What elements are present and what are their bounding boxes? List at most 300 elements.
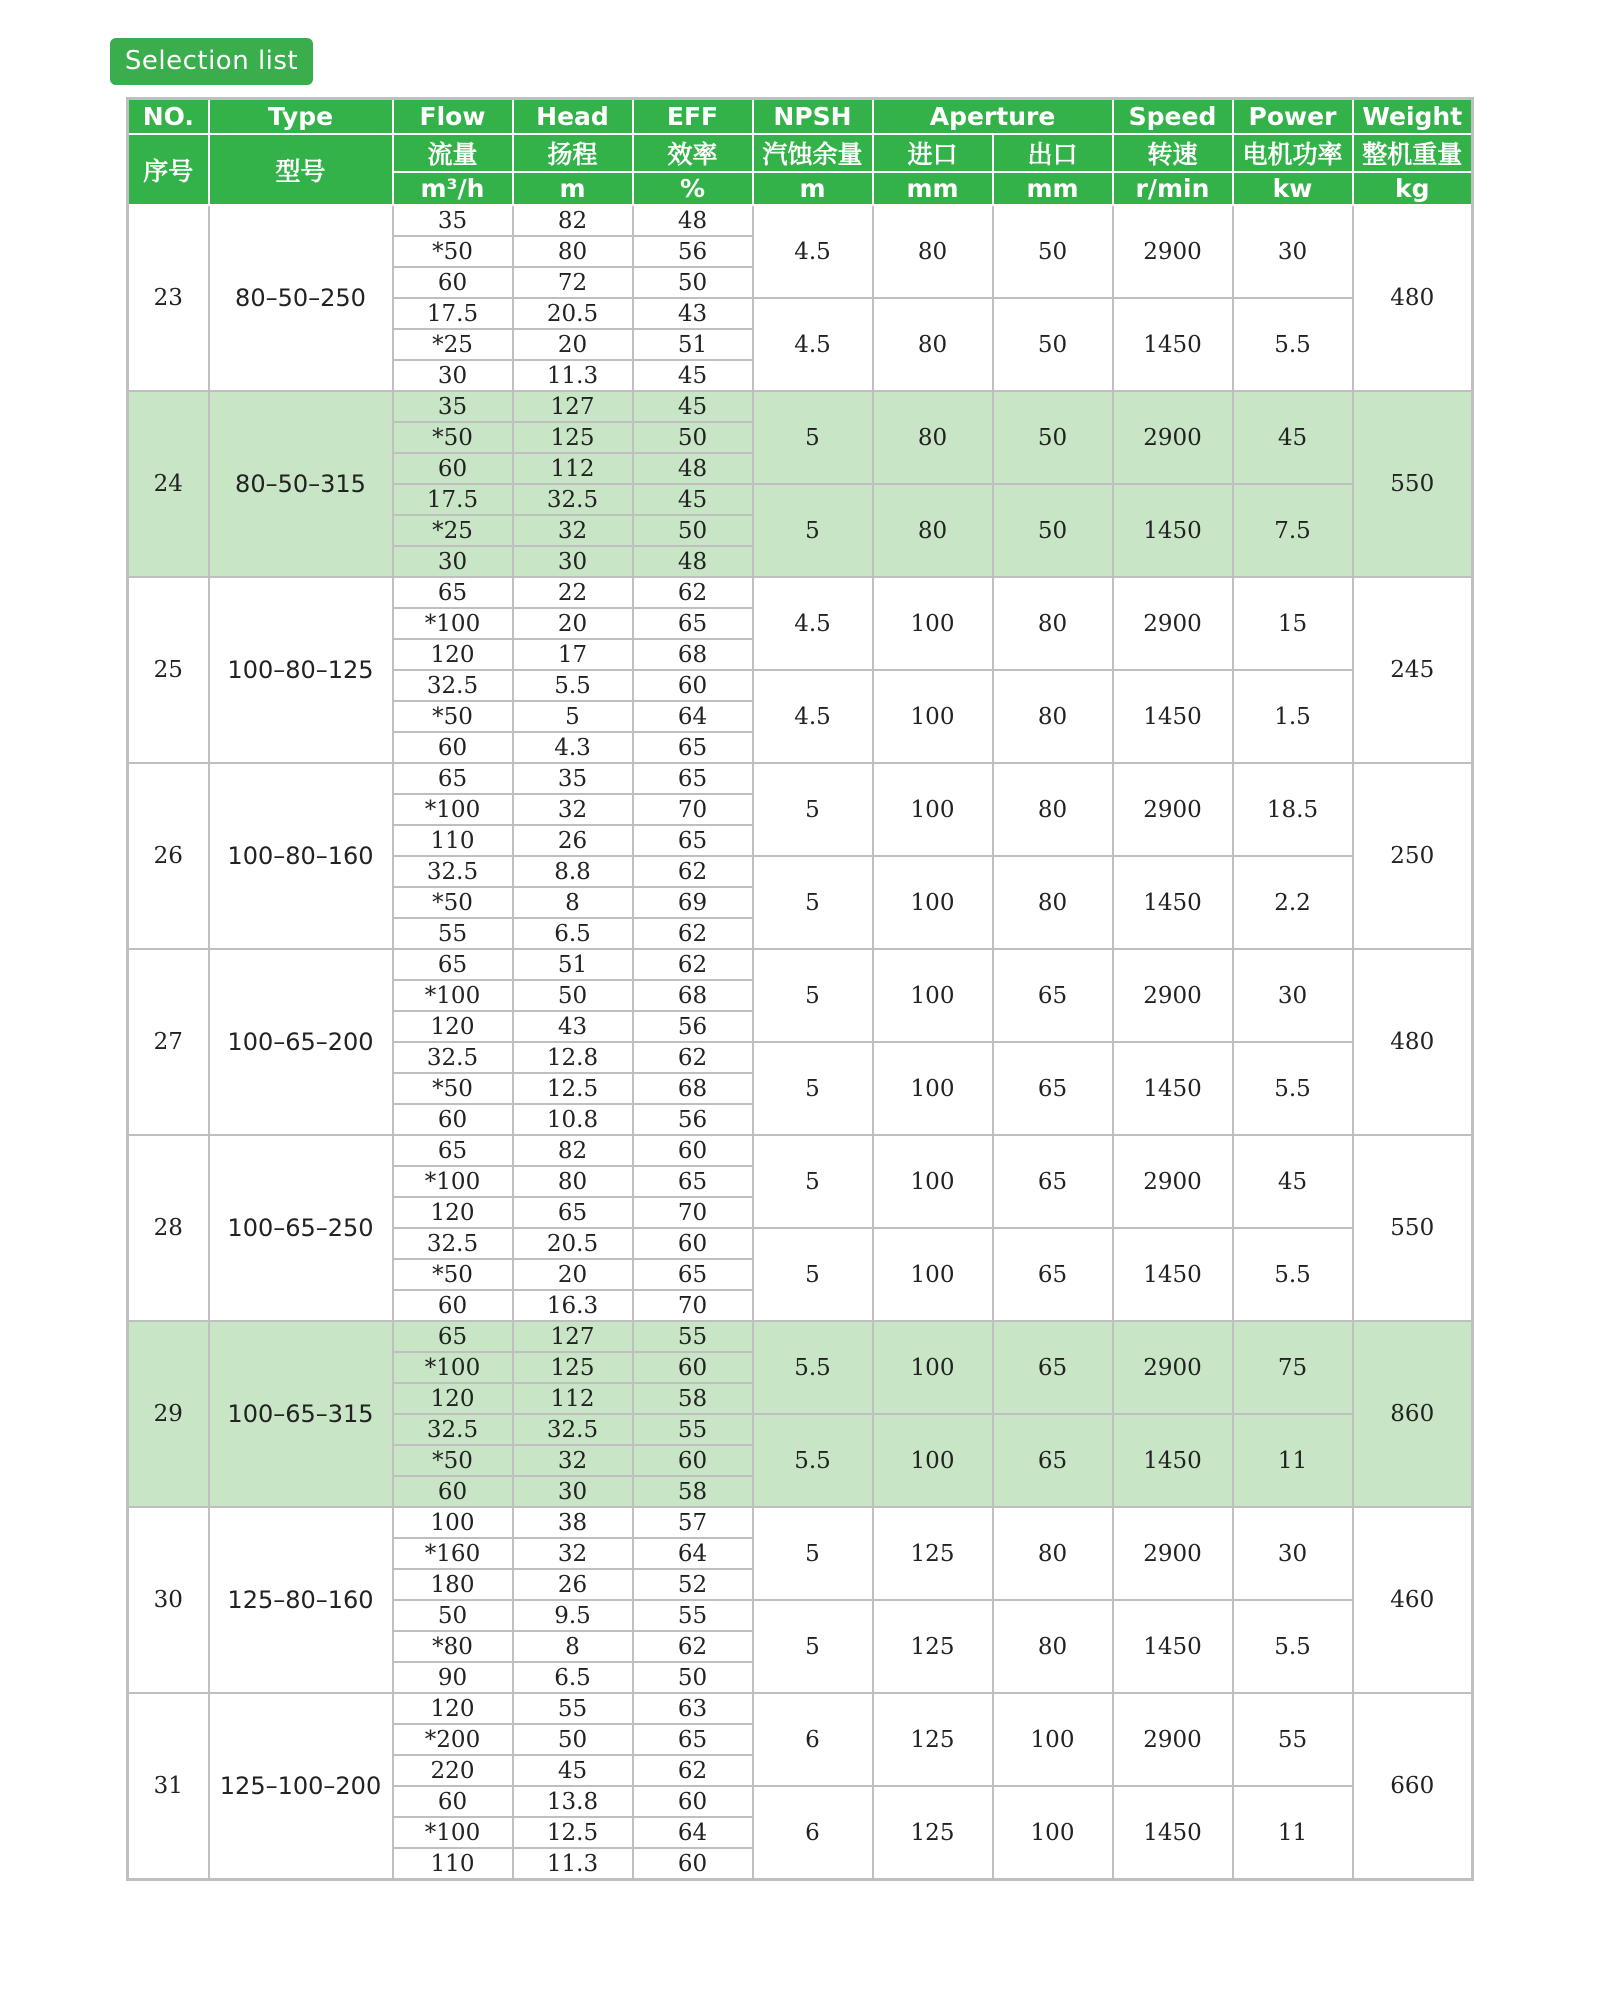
table-row bbox=[128, 763, 1473, 794]
flow-cell: 120 bbox=[393, 1383, 513, 1414]
head-cell: 50 bbox=[513, 1724, 633, 1755]
inlet-cell: 80 bbox=[873, 298, 993, 391]
flow-cell: *50 bbox=[393, 701, 513, 732]
outlet-cell: 65 bbox=[993, 1135, 1113, 1228]
inlet-cell: 100 bbox=[873, 1228, 993, 1321]
outlet-cell: 65 bbox=[993, 949, 1113, 1042]
head-cell: 22 bbox=[513, 577, 633, 608]
outlet-cell: 65 bbox=[993, 1228, 1113, 1321]
speed-cell: 1450 bbox=[1113, 1600, 1233, 1693]
flow-cell: 32.5 bbox=[393, 1042, 513, 1073]
header-speed: Speed bbox=[1113, 99, 1233, 135]
eff-cell: 70 bbox=[633, 794, 753, 825]
selection-list-title: Selection list bbox=[110, 38, 313, 85]
eff-cell: 45 bbox=[633, 391, 753, 422]
eff-cell: 68 bbox=[633, 980, 753, 1011]
eff-cell: 55 bbox=[633, 1414, 753, 1445]
header-speed-cn: 转速 bbox=[1113, 134, 1233, 172]
table-row bbox=[128, 949, 1473, 980]
model-type: 100–65–200 bbox=[209, 949, 393, 1135]
flow-cell: 110 bbox=[393, 825, 513, 856]
eff-cell: 64 bbox=[633, 1538, 753, 1569]
head-cell: 50 bbox=[513, 980, 633, 1011]
eff-cell: 65 bbox=[633, 1259, 753, 1290]
outlet-cell: 65 bbox=[993, 1042, 1113, 1135]
flow-cell: 120 bbox=[393, 1693, 513, 1724]
npsh-cell: 5 bbox=[753, 1600, 873, 1693]
weight-cell: 660 bbox=[1353, 1693, 1473, 1880]
head-cell: 6.5 bbox=[513, 918, 633, 949]
npsh-cell: 6 bbox=[753, 1786, 873, 1880]
head-cell: 12.8 bbox=[513, 1042, 633, 1073]
head-cell: 9.5 bbox=[513, 1600, 633, 1631]
header-head: Head bbox=[513, 99, 633, 135]
eff-cell: 65 bbox=[633, 608, 753, 639]
table-row bbox=[128, 391, 1473, 422]
weight-cell: 860 bbox=[1353, 1321, 1473, 1507]
head-cell: 26 bbox=[513, 1569, 633, 1600]
inlet-cell: 100 bbox=[873, 1042, 993, 1135]
eff-cell: 62 bbox=[633, 1042, 753, 1073]
header-type-cn: 型号 bbox=[209, 134, 393, 205]
model-group bbox=[128, 949, 1473, 1135]
inlet-cell: 100 bbox=[873, 1414, 993, 1507]
inlet-cell: 80 bbox=[873, 205, 993, 298]
head-cell: 20 bbox=[513, 1259, 633, 1290]
speed-cell: 1450 bbox=[1113, 856, 1233, 949]
flow-cell: 120 bbox=[393, 1197, 513, 1228]
outlet-cell: 65 bbox=[993, 1414, 1113, 1507]
flow-cell: *100 bbox=[393, 1817, 513, 1848]
head-cell: 125 bbox=[513, 422, 633, 453]
flow-cell: 30 bbox=[393, 360, 513, 391]
eff-cell: 48 bbox=[633, 205, 753, 236]
head-cell: 82 bbox=[513, 205, 633, 236]
head-cell: 125 bbox=[513, 1352, 633, 1383]
flow-cell: 50 bbox=[393, 1600, 513, 1631]
head-cell: 82 bbox=[513, 1135, 633, 1166]
model-no: 30 bbox=[128, 1507, 209, 1693]
model-group bbox=[128, 1507, 1473, 1693]
head-cell: 65 bbox=[513, 1197, 633, 1228]
head-cell: 10.8 bbox=[513, 1104, 633, 1135]
eff-cell: 60 bbox=[633, 1445, 753, 1476]
head-cell: 8.8 bbox=[513, 856, 633, 887]
speed-cell: 1450 bbox=[1113, 298, 1233, 391]
head-cell: 112 bbox=[513, 453, 633, 484]
header-no-cn: 序号 bbox=[128, 134, 209, 205]
model-no: 27 bbox=[128, 949, 209, 1135]
flow-cell: *100 bbox=[393, 1352, 513, 1383]
inlet-cell: 125 bbox=[873, 1786, 993, 1880]
flow-cell: *25 bbox=[393, 329, 513, 360]
eff-cell: 60 bbox=[633, 1352, 753, 1383]
eff-cell: 50 bbox=[633, 515, 753, 546]
power-cell: 45 bbox=[1233, 1135, 1353, 1228]
eff-cell: 65 bbox=[633, 825, 753, 856]
head-cell: 32 bbox=[513, 515, 633, 546]
outlet-cell: 80 bbox=[993, 856, 1113, 949]
outlet-cell: 80 bbox=[993, 1507, 1113, 1600]
eff-cell: 48 bbox=[633, 453, 753, 484]
npsh-cell: 5 bbox=[753, 763, 873, 856]
speed-cell: 1450 bbox=[1113, 1042, 1233, 1135]
inlet-cell: 100 bbox=[873, 1135, 993, 1228]
flow-cell: 65 bbox=[393, 577, 513, 608]
flow-cell: 60 bbox=[393, 453, 513, 484]
header-power-unit: kw bbox=[1233, 172, 1353, 205]
header-weight: Weight bbox=[1353, 99, 1473, 135]
flow-cell: *50 bbox=[393, 1445, 513, 1476]
flow-cell: 110 bbox=[393, 1848, 513, 1880]
header-weight-cn: 整机重量 bbox=[1353, 134, 1473, 172]
outlet-cell: 50 bbox=[993, 484, 1113, 577]
weight-cell: 550 bbox=[1353, 1135, 1473, 1321]
header-flow-unit: m³/h bbox=[393, 172, 513, 205]
head-cell: 8 bbox=[513, 887, 633, 918]
inlet-cell: 125 bbox=[873, 1693, 993, 1786]
eff-cell: 55 bbox=[633, 1321, 753, 1352]
head-cell: 13.8 bbox=[513, 1786, 633, 1817]
flow-cell: *50 bbox=[393, 236, 513, 267]
eff-cell: 64 bbox=[633, 1817, 753, 1848]
header-power-cn: 电机功率 bbox=[1233, 134, 1353, 172]
header-head-cn: 扬程 bbox=[513, 134, 633, 172]
power-cell: 30 bbox=[1233, 205, 1353, 298]
head-cell: 72 bbox=[513, 267, 633, 298]
speed-cell: 2900 bbox=[1113, 1321, 1233, 1414]
eff-cell: 62 bbox=[633, 577, 753, 608]
power-cell: 5.5 bbox=[1233, 1600, 1353, 1693]
header-eff: EFF bbox=[633, 99, 753, 135]
outlet-cell: 80 bbox=[993, 670, 1113, 763]
head-cell: 80 bbox=[513, 1166, 633, 1197]
table-row bbox=[128, 1135, 1473, 1166]
speed-cell: 2900 bbox=[1113, 1507, 1233, 1600]
npsh-cell: 5 bbox=[753, 949, 873, 1042]
weight-cell: 245 bbox=[1353, 577, 1473, 763]
table-row bbox=[128, 1507, 1473, 1538]
flow-cell: *50 bbox=[393, 1259, 513, 1290]
flow-cell: 60 bbox=[393, 732, 513, 763]
header-outlet-unit: mm bbox=[993, 172, 1113, 205]
header-outlet-cn: 出口 bbox=[993, 134, 1113, 172]
head-cell: 17 bbox=[513, 639, 633, 670]
speed-cell: 1450 bbox=[1113, 484, 1233, 577]
outlet-cell: 50 bbox=[993, 391, 1113, 484]
header-eff-unit: % bbox=[633, 172, 753, 205]
head-cell: 11.3 bbox=[513, 1848, 633, 1880]
head-cell: 26 bbox=[513, 825, 633, 856]
inlet-cell: 100 bbox=[873, 763, 993, 856]
outlet-cell: 80 bbox=[993, 1600, 1113, 1693]
header-weight-unit: kg bbox=[1353, 172, 1473, 205]
eff-cell: 68 bbox=[633, 639, 753, 670]
eff-cell: 58 bbox=[633, 1383, 753, 1414]
eff-cell: 55 bbox=[633, 1600, 753, 1631]
inlet-cell: 125 bbox=[873, 1507, 993, 1600]
header-power: Power bbox=[1233, 99, 1353, 135]
model-group bbox=[128, 763, 1473, 949]
weight-cell: 250 bbox=[1353, 763, 1473, 949]
outlet-cell: 80 bbox=[993, 577, 1113, 670]
flow-cell: 32.5 bbox=[393, 1228, 513, 1259]
eff-cell: 56 bbox=[633, 1011, 753, 1042]
outlet-cell: 100 bbox=[993, 1786, 1113, 1880]
model-no: 28 bbox=[128, 1135, 209, 1321]
model-no: 24 bbox=[128, 391, 209, 577]
head-cell: 12.5 bbox=[513, 1817, 633, 1848]
eff-cell: 52 bbox=[633, 1569, 753, 1600]
flow-cell: *50 bbox=[393, 1073, 513, 1104]
eff-cell: 65 bbox=[633, 732, 753, 763]
table-row bbox=[128, 1693, 1473, 1724]
header-no: NO. bbox=[128, 99, 209, 135]
head-cell: 30 bbox=[513, 546, 633, 577]
head-cell: 16.3 bbox=[513, 1290, 633, 1321]
npsh-cell: 5.5 bbox=[753, 1321, 873, 1414]
flow-cell: 60 bbox=[393, 1290, 513, 1321]
npsh-cell: 4.5 bbox=[753, 577, 873, 670]
model-no: 31 bbox=[128, 1693, 209, 1880]
speed-cell: 2900 bbox=[1113, 205, 1233, 298]
eff-cell: 50 bbox=[633, 422, 753, 453]
header-aperture: Aperture bbox=[873, 99, 1113, 135]
npsh-cell: 5 bbox=[753, 1042, 873, 1135]
head-cell: 12.5 bbox=[513, 1073, 633, 1104]
table-row bbox=[128, 205, 1473, 236]
npsh-cell: 5 bbox=[753, 391, 873, 484]
power-cell: 1.5 bbox=[1233, 670, 1353, 763]
eff-cell: 68 bbox=[633, 1073, 753, 1104]
flow-cell: 60 bbox=[393, 1786, 513, 1817]
head-cell: 5.5 bbox=[513, 670, 633, 701]
power-cell: 5.5 bbox=[1233, 1228, 1353, 1321]
flow-cell: *100 bbox=[393, 608, 513, 639]
model-type: 80–50–250 bbox=[209, 205, 393, 391]
header-npsh-unit: m bbox=[753, 172, 873, 205]
outlet-cell: 65 bbox=[993, 1321, 1113, 1414]
npsh-cell: 5 bbox=[753, 484, 873, 577]
selection-table bbox=[126, 97, 1474, 1881]
head-cell: 51 bbox=[513, 949, 633, 980]
inlet-cell: 125 bbox=[873, 1600, 993, 1693]
power-cell: 55 bbox=[1233, 1693, 1353, 1786]
head-cell: 4.3 bbox=[513, 732, 633, 763]
flow-cell: *25 bbox=[393, 515, 513, 546]
power-cell: 30 bbox=[1233, 1507, 1353, 1600]
header-speed-unit: r/min bbox=[1113, 172, 1233, 205]
eff-cell: 60 bbox=[633, 1848, 753, 1880]
flow-cell: 65 bbox=[393, 763, 513, 794]
npsh-cell: 5.5 bbox=[753, 1414, 873, 1507]
flow-cell: 100 bbox=[393, 1507, 513, 1538]
head-cell: 20.5 bbox=[513, 1228, 633, 1259]
model-group bbox=[128, 577, 1473, 763]
power-cell: 30 bbox=[1233, 949, 1353, 1042]
eff-cell: 60 bbox=[633, 1135, 753, 1166]
flow-cell: 17.5 bbox=[393, 484, 513, 515]
head-cell: 55 bbox=[513, 1693, 633, 1724]
flow-cell: *100 bbox=[393, 980, 513, 1011]
inlet-cell: 100 bbox=[873, 949, 993, 1042]
flow-cell: *160 bbox=[393, 1538, 513, 1569]
npsh-cell: 5 bbox=[753, 1507, 873, 1600]
eff-cell: 64 bbox=[633, 701, 753, 732]
power-cell: 75 bbox=[1233, 1321, 1353, 1414]
flow-cell: *50 bbox=[393, 422, 513, 453]
flow-cell: 65 bbox=[393, 1321, 513, 1352]
inlet-cell: 100 bbox=[873, 856, 993, 949]
table-row bbox=[128, 1321, 1473, 1352]
power-cell: 11 bbox=[1233, 1414, 1353, 1507]
head-cell: 11.3 bbox=[513, 360, 633, 391]
eff-cell: 50 bbox=[633, 267, 753, 298]
eff-cell: 70 bbox=[633, 1290, 753, 1321]
speed-cell: 1450 bbox=[1113, 1228, 1233, 1321]
flow-cell: 17.5 bbox=[393, 298, 513, 329]
eff-cell: 63 bbox=[633, 1693, 753, 1724]
header-flow-cn: 流量 bbox=[393, 134, 513, 172]
eff-cell: 43 bbox=[633, 298, 753, 329]
model-group bbox=[128, 1693, 1473, 1880]
model-no: 26 bbox=[128, 763, 209, 949]
flow-cell: 65 bbox=[393, 949, 513, 980]
head-cell: 35 bbox=[513, 763, 633, 794]
eff-cell: 62 bbox=[633, 856, 753, 887]
flow-cell: 180 bbox=[393, 1569, 513, 1600]
npsh-cell: 4.5 bbox=[753, 670, 873, 763]
model-type: 100–80–160 bbox=[209, 763, 393, 949]
head-cell: 32 bbox=[513, 1445, 633, 1476]
head-cell: 80 bbox=[513, 236, 633, 267]
flow-cell: 120 bbox=[393, 1011, 513, 1042]
flow-cell: 32.5 bbox=[393, 670, 513, 701]
power-cell: 18.5 bbox=[1233, 763, 1353, 856]
model-no: 23 bbox=[128, 205, 209, 391]
flow-cell: *80 bbox=[393, 1631, 513, 1662]
model-no: 25 bbox=[128, 577, 209, 763]
eff-cell: 45 bbox=[633, 360, 753, 391]
model-type: 80–50–315 bbox=[209, 391, 393, 577]
head-cell: 8 bbox=[513, 1631, 633, 1662]
power-cell: 11 bbox=[1233, 1786, 1353, 1880]
model-type: 100–80–125 bbox=[209, 577, 393, 763]
eff-cell: 56 bbox=[633, 236, 753, 267]
model-group bbox=[128, 205, 1473, 391]
eff-cell: 60 bbox=[633, 1228, 753, 1259]
flow-cell: 32.5 bbox=[393, 856, 513, 887]
eff-cell: 58 bbox=[633, 1476, 753, 1507]
outlet-cell: 100 bbox=[993, 1693, 1113, 1786]
eff-cell: 57 bbox=[633, 1507, 753, 1538]
speed-cell: 1450 bbox=[1113, 1786, 1233, 1880]
weight-cell: 460 bbox=[1353, 1507, 1473, 1693]
flow-cell: 90 bbox=[393, 1662, 513, 1693]
inlet-cell: 100 bbox=[873, 577, 993, 670]
outlet-cell: 50 bbox=[993, 298, 1113, 391]
eff-cell: 50 bbox=[633, 1662, 753, 1693]
speed-cell: 2900 bbox=[1113, 1135, 1233, 1228]
power-cell: 2.2 bbox=[1233, 856, 1353, 949]
weight-cell: 480 bbox=[1353, 205, 1473, 391]
eff-cell: 62 bbox=[633, 918, 753, 949]
weight-cell: 480 bbox=[1353, 949, 1473, 1135]
flow-cell: 35 bbox=[393, 205, 513, 236]
flow-cell: *50 bbox=[393, 887, 513, 918]
power-cell: 5.5 bbox=[1233, 1042, 1353, 1135]
table-row bbox=[128, 577, 1473, 608]
eff-cell: 62 bbox=[633, 949, 753, 980]
head-cell: 45 bbox=[513, 1755, 633, 1786]
power-cell: 15 bbox=[1233, 577, 1353, 670]
header-inlet-cn: 进口 bbox=[873, 134, 993, 172]
head-cell: 32.5 bbox=[513, 484, 633, 515]
eff-cell: 62 bbox=[633, 1755, 753, 1786]
npsh-cell: 5 bbox=[753, 1135, 873, 1228]
flow-cell: *100 bbox=[393, 1166, 513, 1197]
flow-cell: *100 bbox=[393, 794, 513, 825]
eff-cell: 51 bbox=[633, 329, 753, 360]
eff-cell: 60 bbox=[633, 670, 753, 701]
model-group bbox=[128, 1321, 1473, 1507]
model-type: 100–65–315 bbox=[209, 1321, 393, 1507]
outlet-cell: 50 bbox=[993, 205, 1113, 298]
model-group bbox=[128, 391, 1473, 577]
head-cell: 30 bbox=[513, 1476, 633, 1507]
power-cell: 5.5 bbox=[1233, 298, 1353, 391]
head-cell: 127 bbox=[513, 391, 633, 422]
head-cell: 32 bbox=[513, 1538, 633, 1569]
speed-cell: 1450 bbox=[1113, 670, 1233, 763]
npsh-cell: 4.5 bbox=[753, 205, 873, 298]
head-cell: 20.5 bbox=[513, 298, 633, 329]
flow-cell: 120 bbox=[393, 639, 513, 670]
model-type: 125–80–160 bbox=[209, 1507, 393, 1693]
model-type: 100–65–250 bbox=[209, 1135, 393, 1321]
speed-cell: 2900 bbox=[1113, 763, 1233, 856]
eff-cell: 56 bbox=[633, 1104, 753, 1135]
head-cell: 20 bbox=[513, 608, 633, 639]
eff-cell: 62 bbox=[633, 1631, 753, 1662]
speed-cell: 2900 bbox=[1113, 391, 1233, 484]
header-flow: Flow bbox=[393, 99, 513, 135]
eff-cell: 65 bbox=[633, 763, 753, 794]
speed-cell: 1450 bbox=[1113, 1414, 1233, 1507]
head-cell: 32.5 bbox=[513, 1414, 633, 1445]
inlet-cell: 100 bbox=[873, 1321, 993, 1414]
head-cell: 38 bbox=[513, 1507, 633, 1538]
flow-cell: 60 bbox=[393, 267, 513, 298]
flow-cell: 32.5 bbox=[393, 1414, 513, 1445]
head-cell: 32 bbox=[513, 794, 633, 825]
flow-cell: 60 bbox=[393, 1104, 513, 1135]
eff-cell: 70 bbox=[633, 1197, 753, 1228]
flow-cell: 55 bbox=[393, 918, 513, 949]
head-cell: 112 bbox=[513, 1383, 633, 1414]
head-cell: 6.5 bbox=[513, 1662, 633, 1693]
npsh-cell: 4.5 bbox=[753, 298, 873, 391]
head-cell: 43 bbox=[513, 1011, 633, 1042]
model-no: 29 bbox=[128, 1321, 209, 1507]
eff-cell: 69 bbox=[633, 887, 753, 918]
speed-cell: 2900 bbox=[1113, 949, 1233, 1042]
head-cell: 20 bbox=[513, 329, 633, 360]
header-type: Type bbox=[209, 99, 393, 135]
outlet-cell: 80 bbox=[993, 763, 1113, 856]
eff-cell: 65 bbox=[633, 1166, 753, 1197]
flow-cell: *200 bbox=[393, 1724, 513, 1755]
